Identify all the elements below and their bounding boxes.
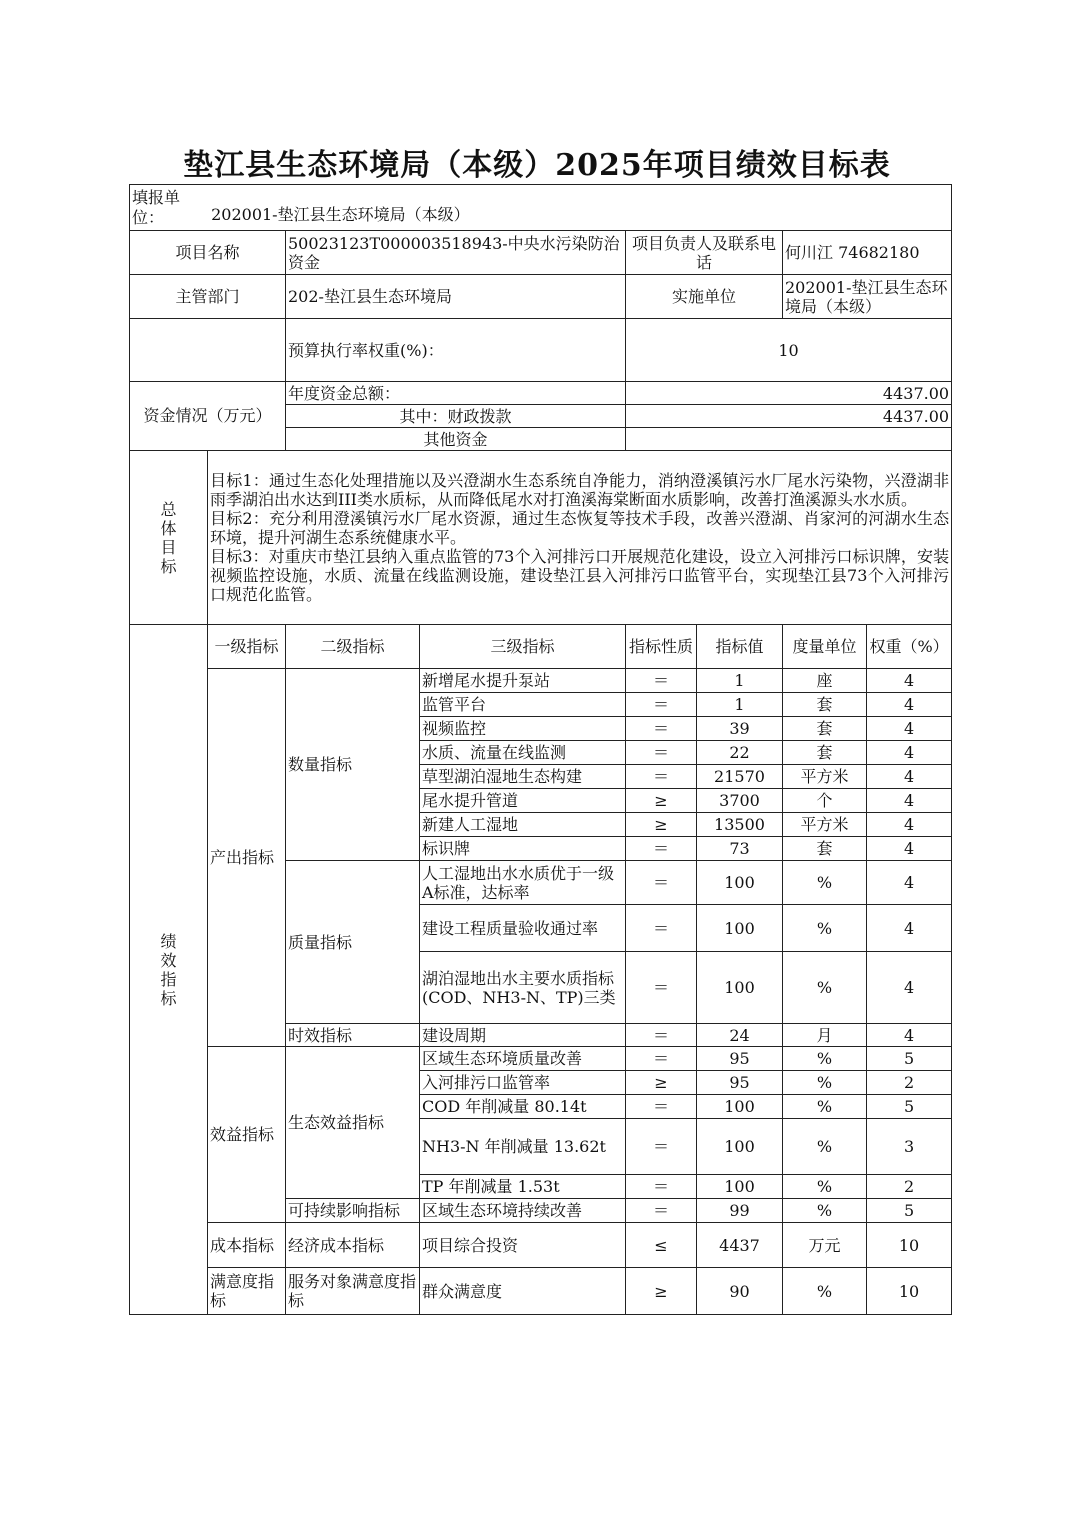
- indicator-name: 建设工程质量验收通过率: [420, 905, 626, 952]
- indicator-name: 建设周期: [420, 1024, 626, 1047]
- indicator-name: 湖泊湿地出水主要水质指标(COD、NH3-N、TP)三类: [420, 952, 626, 1024]
- indicator-value: 100: [697, 861, 783, 905]
- indicator-unit: 套: [783, 741, 867, 765]
- indicator-weight: 10: [867, 1268, 952, 1315]
- indicator-name: 新增尾水提升泵站: [420, 669, 626, 693]
- funds-total-label: 年度资金总额：: [286, 382, 626, 405]
- indicator-weight: 4: [867, 813, 952, 837]
- indicator-name: 尾水提升管道: [420, 789, 626, 813]
- funds-label: 资金情况（万元）: [130, 382, 286, 451]
- indicators-label: 绩效指标: [130, 625, 208, 1315]
- indicator-name: 新建人工湿地: [420, 813, 626, 837]
- indicator-weight: 2: [867, 1175, 952, 1199]
- indicator-value: 4437: [697, 1223, 783, 1268]
- indicator-name: 标识牌: [420, 837, 626, 861]
- indicator-op: ≥: [626, 1268, 697, 1315]
- indicator-weight: 5: [867, 1199, 952, 1223]
- indicator-value: 13500: [697, 813, 783, 837]
- indicator-op: ＝: [626, 1024, 697, 1047]
- project-name-label: 项目名称: [130, 231, 286, 275]
- indicator-unit: %: [783, 1199, 867, 1223]
- indicator-value: 99: [697, 1199, 783, 1223]
- indicator-value: 100: [697, 1095, 783, 1119]
- budget-rate-value: 10: [626, 319, 952, 382]
- budget-rate-label: 预算执行率权重(%)：: [286, 319, 626, 382]
- department-value: 202-垫江县生态环境局: [286, 275, 626, 319]
- indicator-value: 3700: [697, 789, 783, 813]
- contact-label: 项目负责人及联系电话: [626, 231, 783, 275]
- indicator-value: 39: [697, 717, 783, 741]
- reporting-unit-value: 202001-垫江县生态环境局（本级）: [211, 205, 470, 224]
- department-label: 主管部门: [130, 275, 286, 319]
- indicator-op: ≥: [626, 789, 697, 813]
- indicator-op: ＝: [626, 1095, 697, 1119]
- indicator-name: 草型湖泊湿地生态构建: [420, 765, 626, 789]
- reporting-unit-label: 填报单位：: [132, 187, 181, 227]
- indicator-op: ＝: [626, 741, 697, 765]
- indicator-unit: %: [783, 952, 867, 1024]
- indicator-unit: 月: [783, 1024, 867, 1047]
- indicator-op: ≥: [626, 813, 697, 837]
- goals-content: [208, 451, 952, 625]
- indicator-weight: 4: [867, 765, 952, 789]
- indicator-unit: 座: [783, 669, 867, 693]
- performance-target-table: [129, 184, 952, 1315]
- funds-fiscal-label: 其中：财政拨款: [286, 405, 626, 428]
- header-weight: 权重（%）: [867, 625, 952, 669]
- indicator-op: ≤: [626, 1223, 697, 1268]
- indicator-weight: 4: [867, 669, 952, 693]
- indicator-value: 100: [697, 905, 783, 952]
- goal-item-3: 目标3：对重庆市垫江县纳入重点监管的73个入河排污口开展规范化建设，设立入河排污口标识牌，安装视频监控设施，水质、流量在线监测设施，建设垫江县入河排污口监管平台，实现垫江县73个入河排污口规范化监管。: [210, 547, 950, 604]
- level2-quality: 质量指标: [286, 861, 420, 1024]
- indicator-op: ＝: [626, 837, 697, 861]
- goal-item-1: 目标1：通过生态化处理措施以及兴澄湖水生态系统自净能力，消纳澄溪镇污水厂尾水污染物，兴澄湖非雨季湖泊出水达到III类水质标，从而降低尾水对打渔溪海棠断面水质影响，改善打渔溪源头水水质。: [210, 471, 950, 509]
- indicator-op: ≥: [626, 1071, 697, 1095]
- level1-satisfaction: 满意度指标: [208, 1268, 286, 1315]
- indicator-value: 1: [697, 669, 783, 693]
- funds-fiscal-value: 4437.00: [626, 405, 952, 428]
- header-unit: 度量单位: [783, 625, 867, 669]
- indicator-weight: 4: [867, 693, 952, 717]
- indicator-unit: 万元: [783, 1223, 867, 1268]
- page-title: 垫江县生态环境局（本级）2025年项目绩效目标表: [183, 148, 891, 183]
- level2-service: 服务对象满意度指标: [286, 1268, 420, 1315]
- indicator-name: 群众满意度: [420, 1268, 626, 1315]
- reporting-unit-row: [130, 185, 952, 231]
- indicator-weight: 10: [867, 1223, 952, 1268]
- indicator-weight: 3: [867, 1119, 952, 1175]
- indicator-unit: %: [783, 1268, 867, 1315]
- indicator-unit: %: [783, 861, 867, 905]
- indicator-name: 项目综合投资: [420, 1223, 626, 1268]
- level1-benefit: 效益指标: [208, 1047, 286, 1223]
- level2-timeliness: 时效指标: [286, 1024, 420, 1047]
- indicator-unit: %: [783, 1071, 867, 1095]
- indicator-unit: %: [783, 1175, 867, 1199]
- level2-econ-cost: 经济成本指标: [286, 1223, 420, 1268]
- header-level3: 三级指标: [420, 625, 626, 669]
- indicator-weight: 4: [867, 789, 952, 813]
- indicator-name: 水质、流量在线监测: [420, 741, 626, 765]
- indicator-name: TP 年削减量 1.53t: [420, 1175, 626, 1199]
- indicator-name: 区域生态环境质量改善: [420, 1047, 626, 1071]
- indicator-unit: 套: [783, 837, 867, 861]
- implementing-unit-value: 202001-垫江县生态环境局（本级）: [783, 275, 952, 319]
- indicator-weight: 4: [867, 1024, 952, 1047]
- header-nature: 指标性质: [626, 625, 697, 669]
- level1-cost: 成本指标: [208, 1223, 286, 1268]
- indicator-weight: 4: [867, 837, 952, 861]
- indicator-unit: 平方米: [783, 813, 867, 837]
- indicator-op: ＝: [626, 717, 697, 741]
- indicator-value: 95: [697, 1071, 783, 1095]
- indicator-value: 90: [697, 1268, 783, 1315]
- indicator-weight: 4: [867, 717, 952, 741]
- header-value: 指标值: [697, 625, 783, 669]
- indicator-unit: 平方米: [783, 765, 867, 789]
- indicator-name: 视频监控: [420, 717, 626, 741]
- funds-total-value: 4437.00: [626, 382, 952, 405]
- project-name-value: 50023123T000003518943-中央水污染防治资金: [286, 231, 626, 275]
- indicator-op: ＝: [626, 905, 697, 952]
- level2-sustain: 可持续影响指标: [286, 1199, 420, 1223]
- indicator-value: 21570: [697, 765, 783, 789]
- implementing-unit-label: 实施单位: [626, 275, 783, 319]
- indicator-op: ＝: [626, 861, 697, 905]
- indicator-value: 100: [697, 952, 783, 1024]
- indicator-name: NH3-N 年削减量 13.62t: [420, 1119, 626, 1175]
- indicator-op: ＝: [626, 669, 697, 693]
- goal-item-2: 目标2：充分利用澄溪镇污水厂尾水资源，通过生态恢复等技术手段，改善兴澄湖、肖家河的河湖水生态环境，提升河湖生态系统健康水平。: [210, 509, 950, 547]
- budget-rate-blank: [130, 319, 286, 382]
- header-level1: 一级指标: [208, 625, 286, 669]
- indicator-weight: 2: [867, 1071, 952, 1095]
- indicator-op: ＝: [626, 952, 697, 1024]
- indicator-weight: 5: [867, 1047, 952, 1071]
- indicator-unit: 套: [783, 693, 867, 717]
- level2-quantity: 数量指标: [286, 669, 420, 861]
- indicator-name: 入河排污口监管率: [420, 1071, 626, 1095]
- goals-label: 总体目标: [130, 451, 208, 625]
- indicator-value: 100: [697, 1119, 783, 1175]
- indicator-value: 73: [697, 837, 783, 861]
- indicator-op: ＝: [626, 1199, 697, 1223]
- funds-other-label: 其他资金: [286, 428, 626, 451]
- indicator-op: ＝: [626, 1175, 697, 1199]
- indicator-unit: %: [783, 905, 867, 952]
- indicator-weight: 4: [867, 741, 952, 765]
- level1-output: 产出指标: [208, 669, 286, 1047]
- indicator-op: ＝: [626, 693, 697, 717]
- indicator-weight: 4: [867, 861, 952, 905]
- indicator-op: ＝: [626, 765, 697, 789]
- indicator-op: ＝: [626, 1047, 697, 1071]
- indicator-unit: %: [783, 1047, 867, 1071]
- indicator-weight: 4: [867, 905, 952, 952]
- indicator-op: ＝: [626, 1119, 697, 1175]
- indicator-name: 监管平台: [420, 693, 626, 717]
- indicator-unit: %: [783, 1119, 867, 1175]
- funds-other-value: [626, 428, 952, 451]
- header-level2: 二级指标: [286, 625, 420, 669]
- level2-eco: 生态效益指标: [286, 1047, 420, 1199]
- indicator-value: 1: [697, 693, 783, 717]
- indicator-weight: 4: [867, 952, 952, 1024]
- indicator-name: COD 年削减量 80.14t: [420, 1095, 626, 1119]
- indicator-value: 24: [697, 1024, 783, 1047]
- indicator-name: 人工湿地出水水质优于一级 A标准，达标率: [420, 861, 626, 905]
- indicator-name: 区域生态环境持续改善: [420, 1199, 626, 1223]
- indicator-value: 22: [697, 741, 783, 765]
- indicator-value: 95: [697, 1047, 783, 1071]
- indicator-weight: 5: [867, 1095, 952, 1119]
- contact-value: 何川江 74682180: [783, 231, 952, 275]
- indicator-unit: 个: [783, 789, 867, 813]
- indicator-value: 100: [697, 1175, 783, 1199]
- indicator-unit: 套: [783, 717, 867, 741]
- indicator-unit: %: [783, 1095, 867, 1119]
